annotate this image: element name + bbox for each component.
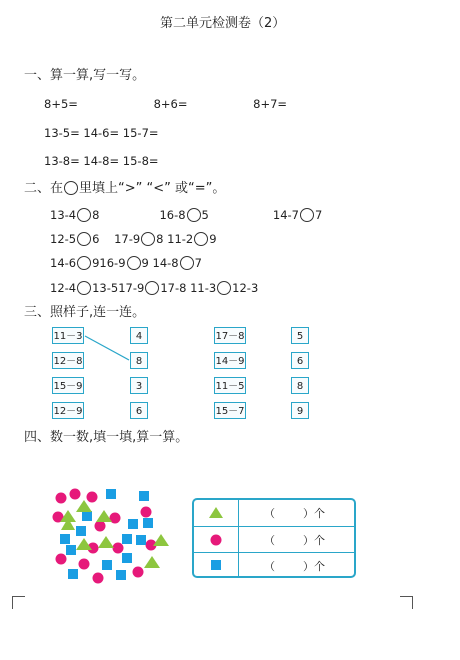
compare-circle[interactable] <box>77 232 91 246</box>
magenta-circle-icon <box>79 559 90 570</box>
green-triangle-icon <box>144 556 160 568</box>
compare-circle[interactable] <box>77 281 91 295</box>
compare-circle[interactable] <box>127 256 141 270</box>
blue-square-icon <box>143 518 153 528</box>
compare-circle[interactable] <box>141 232 155 246</box>
s2-row3: 14-6 916-9 9 14-8 7 <box>50 256 202 270</box>
s1-row1 <box>44 97 287 111</box>
compare-circle[interactable] <box>217 281 231 295</box>
blue-square-icon <box>106 489 116 499</box>
magenta-circle-icon <box>113 543 124 554</box>
count-table <box>192 498 356 578</box>
green-triangle-icon <box>153 534 169 546</box>
crop-mark-bottom-right <box>400 596 413 609</box>
magenta-circle-icon <box>93 573 104 584</box>
table-row-square <box>194 553 354 579</box>
compare-circle[interactable] <box>77 256 91 270</box>
compare-circle[interactable] <box>180 256 194 270</box>
blue-square-icon <box>82 511 92 521</box>
circle-blank-icon <box>64 181 78 195</box>
s3-right1-box[interactable]: 4 <box>130 327 148 344</box>
section-4-heading: 四、数一数,填一填,算一算。 <box>24 430 189 445</box>
blue-square-icon <box>116 570 126 580</box>
s2-row4: 12-4 13-517-9 17-8 11-3 12-3 <box>50 281 259 295</box>
example-connect-line <box>84 330 144 370</box>
magenta-circle-icon <box>56 493 67 504</box>
table-row-circle <box>194 527 354 553</box>
s3-left2-box[interactable]: 14－9 <box>214 352 246 369</box>
s3-right1-box[interactable]: 3 <box>130 377 148 394</box>
s3-right2-box[interactable]: 9 <box>291 402 309 419</box>
blue-square-icon <box>102 560 112 570</box>
count-blank[interactable]: （ ）个 <box>264 507 325 520</box>
magenta-circle-icon <box>194 527 238 553</box>
crop-mark-bottom-left <box>12 596 25 609</box>
s1-eq-3: 8+7= <box>253 97 288 111</box>
s3-right2-box[interactable]: 5 <box>291 327 309 344</box>
magenta-circle-icon <box>70 489 81 500</box>
magenta-circle-icon <box>133 567 144 578</box>
compare-circle[interactable] <box>194 232 208 246</box>
compare-circle[interactable] <box>145 281 159 295</box>
s1-eq-1: 8+5= <box>44 97 78 111</box>
s1-eq-2: 8+6= <box>153 97 188 111</box>
crop-mark-top-left <box>18 46 30 58</box>
s3-left2-box[interactable]: 17－8 <box>214 327 246 344</box>
s3-right2-box[interactable]: 6 <box>291 352 309 369</box>
compare-circle[interactable] <box>77 208 91 222</box>
blue-square-icon <box>128 519 138 529</box>
blue-square-icon <box>139 491 149 501</box>
magenta-circle-icon <box>87 492 98 503</box>
compare-circle[interactable] <box>187 208 201 222</box>
count-blank[interactable]: （ ）个 <box>264 534 325 547</box>
s3-right2-box[interactable]: 8 <box>291 377 309 394</box>
s3-right1-box[interactable]: 6 <box>130 402 148 419</box>
s3-left2-box[interactable]: 11－5 <box>214 377 246 394</box>
s3-left1-box[interactable]: 15－9 <box>52 377 84 394</box>
s3-right1-box[interactable]: 8 <box>130 352 148 369</box>
s3-left1-box[interactable]: 12－9 <box>52 402 84 419</box>
blue-square-icon <box>68 569 78 579</box>
blue-square-icon <box>66 545 76 555</box>
count-blank[interactable]: （ ）个 <box>264 560 325 573</box>
compare-circle[interactable] <box>300 208 314 222</box>
table-row-triangle <box>194 500 354 526</box>
green-triangle-icon <box>98 536 114 548</box>
section-1-heading: 一、算一算,写一写。 <box>24 68 146 83</box>
s2-row1: 13-4 8 16-8 5 14-7 7 <box>50 208 323 222</box>
blue-square-icon <box>194 553 238 579</box>
blue-square-icon <box>60 534 70 544</box>
s1-row3: 13-8= 14-8= 15-8= <box>44 154 159 168</box>
s2-row2: 12-5 6 17-9 8 11-2 9 <box>50 232 217 246</box>
s3-left1-box[interactable]: 12－8 <box>52 352 84 369</box>
section-2-heading: 二、在 里填上“>” “<” 或“=”。 <box>24 181 226 196</box>
shapes-cluster <box>48 488 178 588</box>
s1-row2: 13-5= 14-6= 15-7= <box>44 126 159 140</box>
s3-left2-box[interactable]: 15－7 <box>214 402 246 419</box>
green-triangle-icon <box>96 510 112 522</box>
magenta-circle-icon <box>56 554 67 565</box>
blue-square-icon <box>122 553 132 563</box>
section-3-heading: 三、照样子,连一连。 <box>24 305 146 320</box>
blue-square-icon <box>76 526 86 536</box>
magenta-circle-icon <box>95 521 106 532</box>
magenta-circle-icon <box>141 507 152 518</box>
green-triangle-icon <box>194 500 238 526</box>
blue-square-icon <box>136 535 146 545</box>
page-title: 第二单元检测卷（2） <box>160 16 286 31</box>
s3-left1-box[interactable]: 11－3 <box>52 327 84 344</box>
blue-square-icon <box>122 534 132 544</box>
